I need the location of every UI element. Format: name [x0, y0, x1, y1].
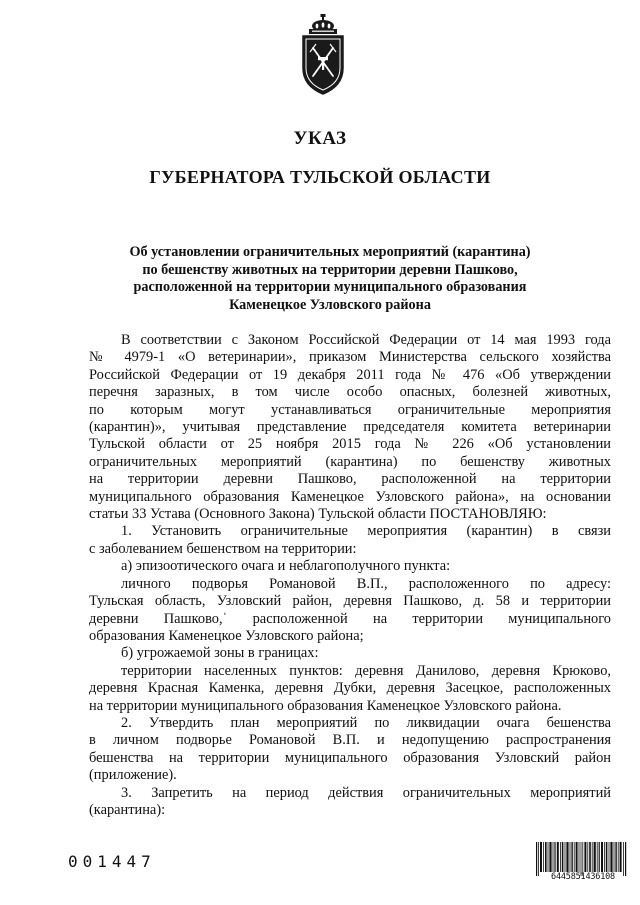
decree-body	[89, 332, 611, 819]
body-line: б) угрожаемой зоны в границах:	[121, 645, 319, 662]
body-line: Тульская область, Узловский район, деревня Пашково, д. 58 и территории	[89, 593, 611, 610]
body-line: ограничительных мероприятий (карантина) по бешенству животных	[89, 453, 611, 470]
body-line: перечня заразных, в том числе особо опасных, болезней животных,	[89, 384, 611, 401]
body-line: на территории деревни Пашково, расположенной на территории	[89, 471, 611, 488]
body-line: 1. Установить ограничительные мероприятия (карантин) в связи	[121, 523, 611, 540]
body-line: образования Каменецкое Узловского района;	[89, 627, 364, 644]
decree-subject	[60, 244, 600, 314]
body-line: В соответствии с Законом Российской Федерации от 14 мая 1993 года	[121, 332, 611, 348]
body-line: деревня Красная Каменка, деревня Дубки, деревня Засецкое, расположенных	[89, 680, 611, 697]
issuer-title: ГУБЕРНАТОРА ТУЛЬСКОЙ ОБЛАСТИ	[149, 167, 491, 187]
body-line: деревни Пашково,ˈ расположенной на территории муниципального	[89, 610, 611, 627]
subject-line: Об установлении ограничительных мероприятий (карантина)	[129, 244, 531, 260]
body-line: в личном подворье Романовой В.П. и недопущению распространения	[89, 732, 611, 749]
subject-line: Каменецкое Узловского района	[229, 296, 431, 313]
tula-coat-of-arms-emblem	[297, 14, 349, 98]
barcode-icon	[536, 842, 628, 876]
body-line: по которым могут устанавливаться ограничительные мероприятия	[89, 401, 611, 418]
body-line: личного подворья Романовой В.П., расположенного по адресу:	[121, 575, 611, 592]
body-line: Тульской области от 25 ноября 2015 года № 226 «Об установлении	[89, 436, 611, 453]
body-line: (приложение).	[89, 767, 177, 784]
document-serial-number: 001447	[68, 852, 156, 871]
body-line: а) эпизоотического очага и неблагополучного пункта:	[121, 558, 451, 575]
subject-line: по бешенству животных на территории деревни Пашково,	[142, 261, 518, 278]
body-line: (карантин)», учитывая представление председателя комитета ветеринарии	[89, 419, 611, 436]
body-line: 3. Запретить на период действия ограничительных мероприятий	[121, 784, 611, 801]
body-line: (карантина):	[89, 801, 166, 818]
body-line: на территории муниципального образования Каменецкое Узловского района.	[89, 697, 562, 714]
barcode-number: 6445851436108	[551, 872, 615, 882]
body-line: Российской Федерации от 19 декабря 2011 года № 476 «Об утверждении	[89, 366, 611, 383]
body-line: № 4979-1 «О ветеринарии», приказом Министерства сельского хозяйства	[89, 349, 611, 366]
body-line: бешенства на территории муниципального образования Узловский район	[89, 749, 611, 766]
body-line: муниципального образования Каменецкое Узловского района», на основании	[89, 488, 611, 505]
body-line: 2. Утвердить план мероприятий по ликвидации очага бешенства	[121, 714, 611, 731]
subject-line: расположенной на территории муниципального образования	[133, 279, 527, 295]
body-line: территории населенных пунктов: деревня Данилово, деревня Крюково,	[121, 662, 611, 679]
decree-type-title: УКАЗ	[293, 128, 347, 149]
body-line: с заболеванием бешенством на территории:	[89, 540, 357, 557]
body-line: статьи 33 Устава (Основного Закона) Тульской области ПОСТАНОВЛЯЮ:	[89, 506, 547, 523]
